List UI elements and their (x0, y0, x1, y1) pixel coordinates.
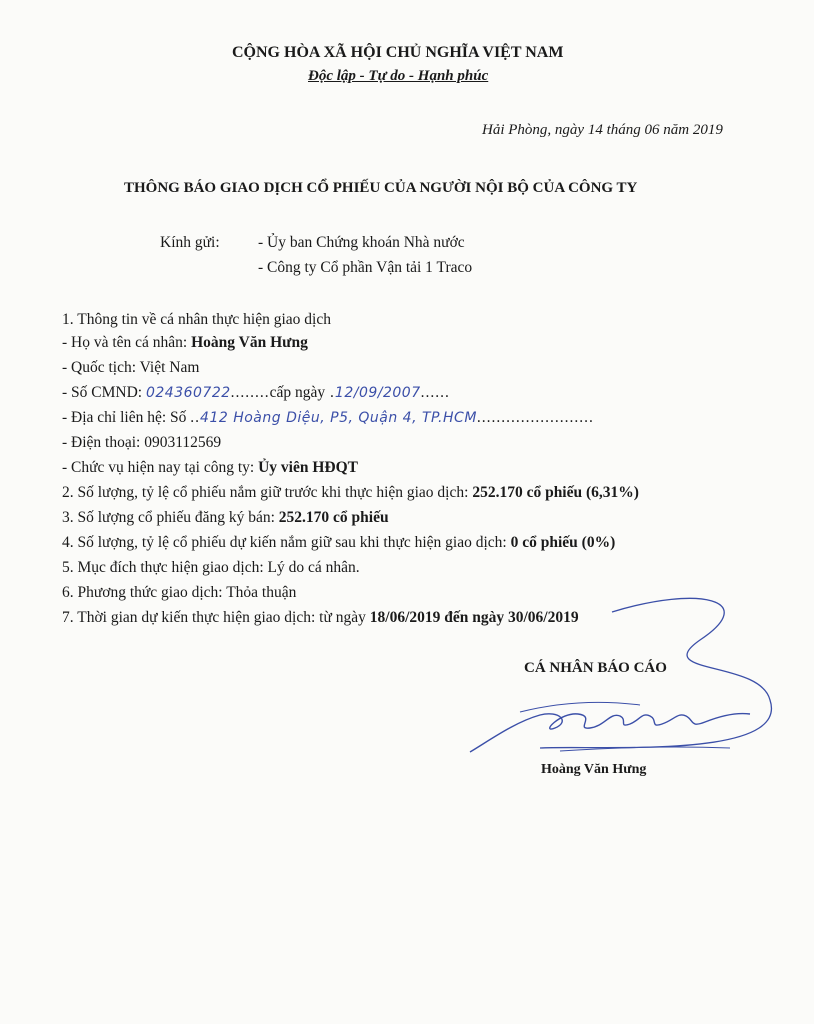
phone-row: - Điện thoại: 0903112569 (62, 434, 222, 451)
item7-value: 18/06/2019 đến ngày 30/06/2019 (369, 609, 579, 626)
document-title: THÔNG BÁO GIAO DỊCH CỔ PHIẾU CỦA NGƯỜI NỘI BỘ CỦA CÔNG TY (124, 180, 638, 196)
nationality-row: - Quốc tịch: Việt Nam (62, 359, 200, 376)
address-dots-pre: .. (190, 409, 201, 426)
item7-label: 7. Thời gian dự kiến thực hiện giao dịch: từ ngày (62, 609, 370, 626)
section1-heading: 1. Thông tin về cá nhân thực hiện giao dịch (62, 311, 331, 328)
recipient-item: - Ủy ban Chứng khoán Nhà nước (258, 234, 465, 251)
address-dots-post: ........................ (476, 409, 594, 426)
item3-label: 3. Số lượng cổ phiếu đăng ký bán: (62, 509, 279, 526)
item2-value: 252.170 cổ phiếu (6,31%) (472, 484, 639, 501)
item3-value: 252.170 cổ phiếu (278, 509, 389, 526)
name-label: - Họ và tên cá nhân: (62, 334, 192, 351)
motto: Độc lập - Tự do - Hạnh phúc (308, 68, 489, 84)
id-label: - Số CMND: (62, 384, 146, 401)
recipients-label: Kính gửi: (160, 234, 220, 251)
address-value-handwritten: 412 Hoàng Diệu, P5, Quận 4, TP.HCM (200, 410, 477, 426)
recipient-item: - Công ty Cổ phần Vận tải 1 Traco (258, 259, 473, 276)
signature-role: CÁ NHÂN BÁO CÁO (524, 660, 667, 676)
item-5: 5. Mục đích thực hiện giao dịch: Lý do cá nhân. (62, 559, 360, 576)
issue-date-handwritten: 12/09/2007 (334, 385, 421, 401)
name-value: Hoàng Văn Hưng (191, 334, 308, 351)
issue-dots-pre: . (325, 384, 335, 401)
issue-dots-post: ...... (420, 384, 450, 401)
issue-label: cấp ngày (269, 384, 326, 401)
nation-header: CỘNG HÒA XÃ HỘI CHỦ NGHĨA VIỆT NAM (232, 44, 564, 61)
id-dots: ........ (230, 384, 270, 401)
item4-value: 0 cổ phiếu (0%) (510, 534, 616, 551)
address-label: - Địa chỉ liên hệ: Số (62, 409, 191, 426)
position-value: Ủy viên HĐQT (258, 459, 358, 476)
item2-label: 2. Số lượng, tỷ lệ cổ phiếu nắm giữ trước khi thực hiện giao dịch: (62, 484, 473, 501)
item4-label: 4. Số lượng, tỷ lệ cổ phiếu dự kiến nắm giữ sau khi thực hiện giao dịch: (62, 534, 511, 551)
item-6: 6. Phương thức giao dịch: Thỏa thuận (62, 584, 297, 601)
position-label: - Chức vụ hiện nay tại công ty: (62, 459, 259, 476)
signer-name: Hoàng Văn Hưng (541, 762, 647, 777)
place-date: Hải Phòng, ngày 14 tháng 06 năm 2019 (482, 122, 723, 138)
id-value-handwritten: 024360722 (145, 385, 231, 401)
